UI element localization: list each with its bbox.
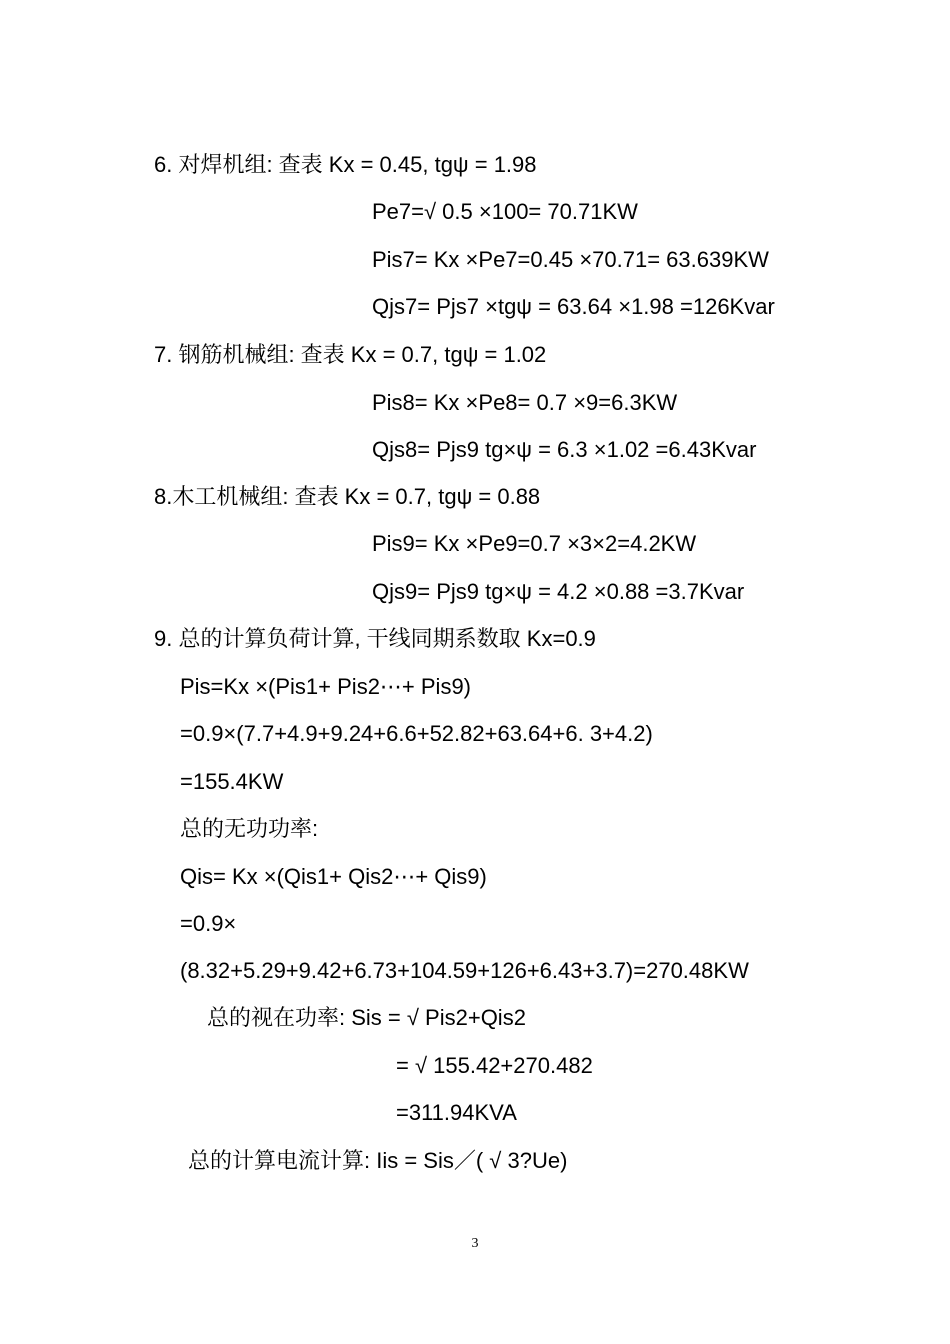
line-10: Qjs9= Pjs9 tg×ψ = 4.2 ×0.88 =3.7Kvar xyxy=(372,579,745,604)
page-number: 3 xyxy=(471,1236,479,1251)
line-11: 9. 总的计算负荷计算, 干线同期系数取 Kx=0.9 xyxy=(154,626,596,651)
line-16: Qis= Kx ×(Qis1+ Qis2⋯+ Qis9) xyxy=(180,864,487,889)
line-3: Pis7= Kx ×Pe7=0.45 ×70.71= 63.639KW xyxy=(372,247,769,272)
line-2: Pe7=√ 0.5 ×100= 70.71KW xyxy=(372,199,638,224)
line-7: Qjs8= Pjs9 tg×ψ = 6.3 ×1.02 =6.43Kvar xyxy=(372,437,757,462)
line-15: 总的无功功率: xyxy=(180,816,319,841)
line-5: 7. 钢筋机械组: 查表 Kx = 0.7, tgψ = 1.02 xyxy=(154,342,547,367)
line-17: =0.9× xyxy=(180,911,237,936)
line-6: Pis8= Kx ×Pe8= 0.7 ×9=6.3KW xyxy=(372,390,678,415)
line-8: 8.木工机械组: 查表 Kx = 0.7, tgψ = 0.88 xyxy=(154,484,541,509)
line-20: = √ 155.42+270.482 xyxy=(396,1053,593,1078)
line-12: Pis=Kx ×(Pis1+ Pis2⋯+ Pis9) xyxy=(180,674,472,699)
line-9: Pis9= Kx ×Pe9=0.7 ×3×2=4.2KW xyxy=(372,531,697,556)
line-19: 总的视在功率: Sis = √ Pis2+Qis2 xyxy=(207,1005,526,1030)
line-4: Qjs7= Pjs7 ×tgψ = 63.64 ×1.98 =126Kvar xyxy=(372,294,775,319)
line-14: =155.4KW xyxy=(180,769,284,794)
line-22: 总的计算电流计算: Iis = Sis／( √ 3?Ue) xyxy=(188,1148,568,1173)
line-18: (8.32+5.29+9.42+6.73+104.59+126+6.43+3.7)=270.48KW xyxy=(180,958,749,983)
line-21: =311.94KVA xyxy=(396,1100,517,1125)
line-1: 6. 对焊机组: 查表 Kx = 0.45, tgψ = 1.98 xyxy=(154,152,537,177)
line-13: =0.9×(7.7+4.9+9.24+6.6+52.82+63.64+6. 3+4.2) xyxy=(180,721,653,746)
